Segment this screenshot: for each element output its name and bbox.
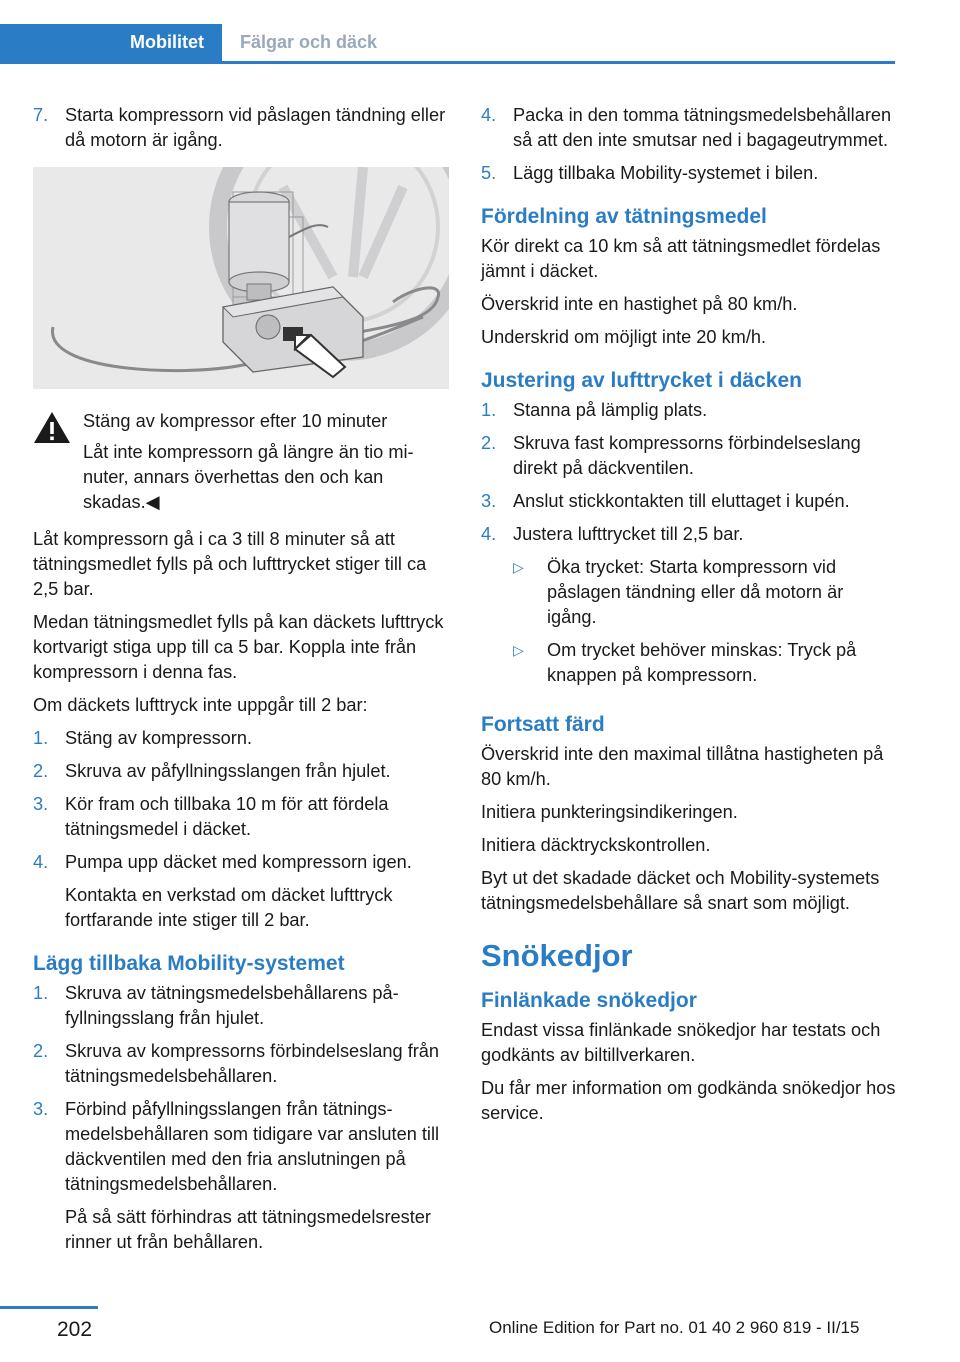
list-text: Pumpa upp däcket med kompressorn igen. — [65, 852, 412, 872]
list-text: Lägg tillbaka Mobility-systemet i bilen. — [513, 163, 819, 183]
paragraph: Låt kompressorn gå i ca 3 till 8 minuter så att tätningsmedlet fylls på och lufttrycket stiger till ca 2,5 bar. — [33, 529, 427, 599]
list-text: Starta kompressorn vid påslagen tändning eller då motorn är igång. — [65, 105, 446, 150]
section-heading: Lägg tillbaka Mobility-systemet — [33, 952, 345, 975]
page-number: 202 — [57, 1318, 93, 1341]
list-number: 5. — [481, 163, 497, 183]
paragraph: Du får mer information om godkända snökedjor hos service. — [481, 1078, 896, 1123]
list-text: Skruva av tätningsmedelsbehållarens påfyllningsslang från hjulet. — [65, 983, 399, 1028]
paragraph: Om däckets lufttryck inte uppgår till 2 bar: — [33, 695, 368, 715]
tab-mobilitet[interactable]: Mobilitet — [0, 24, 222, 61]
list-continuation: På så sätt förhindras att tätningsmedelsrester rinner ut från behållaren. — [65, 1207, 431, 1252]
list-item — [481, 103, 897, 153]
list-item — [481, 489, 897, 514]
chapter-heading: Snökedjor — [481, 938, 633, 973]
paragraph: Överskrid inte en hastighet på 80 km/h. — [481, 294, 798, 314]
warning-box — [33, 409, 451, 515]
list-item — [33, 1039, 451, 1089]
warning-body — [33, 440, 451, 515]
list-number: 7. — [33, 105, 49, 125]
edition-text: Online Edition for Part no. 01 40 2 960 819 - II/15 — [489, 1318, 860, 1337]
list-item — [33, 103, 451, 153]
list-number: 1. — [33, 728, 49, 748]
list-item — [481, 398, 897, 423]
footer-rule — [0, 1306, 98, 1309]
left-column — [33, 103, 451, 1263]
list-number: 1. — [481, 400, 497, 420]
list-number: 3. — [33, 794, 49, 814]
header-tabs — [0, 24, 895, 64]
list-number: 3. — [33, 1099, 49, 1119]
section-heading: Finlänkade snökedjor — [481, 989, 697, 1012]
list-number: 2. — [481, 433, 497, 453]
paragraph: Initiera punkteringsindikeringen. — [481, 802, 738, 822]
list-number: 4. — [481, 105, 497, 125]
list-number: 2. — [33, 761, 49, 781]
list-item — [481, 431, 897, 481]
list-number: 2. — [33, 1041, 49, 1061]
compressor-drawing — [33, 167, 449, 389]
list-number: 4. — [33, 852, 49, 872]
paragraph: Kör direkt ca 10 km så att tätningsmedlet fördelas jämnt i däcket. — [481, 236, 881, 281]
list-text: Stäng av kompressorn. — [65, 728, 253, 748]
section-heading: Fördelning av tätningsmedel — [481, 205, 767, 228]
list-item — [481, 522, 897, 547]
right-column — [481, 103, 897, 1134]
section-heading: Fortsatt färd — [481, 713, 605, 736]
list-number: 4. — [481, 524, 497, 544]
list-item — [33, 981, 451, 1031]
list-text: Skruva av påfyllningsslangen från hjulet. — [65, 761, 391, 781]
paragraph: Underskrid om möjligt inte 20 km/h. — [481, 327, 767, 347]
paragraph: Medan tätningsmedlet fylls på kan däckets lufttryck kortvarigt stiga upp till ca 5 bar. Koppla inte från kompressorn i denna fas. — [33, 612, 444, 682]
paragraph: Byt ut det skadade däcket och Mobility-systemets tätningsmedelsbehållare så snart som möjligt. — [481, 868, 880, 913]
list-text: Skruva fast kompressorns förbindelseslang direkt på däckventilen. — [513, 433, 861, 478]
triangle-bullet-icon: ▷ — [513, 642, 524, 658]
sub-list-item — [513, 638, 897, 688]
list-text: Om trycket behöver minskas: Tryck på knappen på kompressorn. — [547, 640, 857, 685]
list-text: Packa in den tomma tätningsmedelsbehållaren så att den inte smutsar ned i bagageutrymmet. — [513, 105, 892, 150]
warning-text: Låt inte kompressorn gå längre än tio minuter, annars överhettas den och kan skadas.◀ — [83, 442, 414, 512]
list-item — [33, 759, 451, 784]
list-item — [33, 1097, 451, 1197]
list-text: Kör fram och tillbaka 10 m för att fördela tätningsmedel i däcket. — [65, 794, 389, 839]
warning-title: Stäng av kompressor efter 10 minuter — [83, 411, 388, 431]
list-item — [481, 161, 897, 186]
section-heading: Justering av lufttrycket i däcken — [481, 369, 802, 392]
list-number: 3. — [481, 491, 497, 511]
list-text: Förbind påfyllningsslangen från tätningsmedelsbehållaren som tidigare var ansluten till däckventilen med den fria anslutningen på tätningsmedelsbehållaren. — [65, 1099, 440, 1194]
list-item — [33, 792, 451, 842]
list-number: 1. — [33, 983, 49, 1003]
warning-icon — [33, 411, 71, 444]
paragraph: Överskrid inte den maximal tillåtna hastigheten på 80 km/h. — [481, 744, 884, 789]
list-text: Öka trycket: Starta kompressorn vid påslagen tändning eller då motorn är igång. — [547, 557, 844, 627]
paragraph: Endast vissa finlänkade snökedjor har testats och godkänts av biltillverkaren. — [481, 1020, 881, 1065]
compressor-illustration — [33, 167, 449, 389]
sub-list-item — [513, 555, 897, 630]
list-text: Anslut stickkontakten till eluttaget i kupén. — [513, 491, 850, 511]
list-continuation: Kontakta en verkstad om däcket lufttryck fortfarande inte stiger till 2 bar. — [65, 885, 393, 930]
triangle-bullet-icon: ▷ — [513, 559, 524, 575]
tab-falgar-och-dack[interactable]: Fälgar och däck — [240, 32, 378, 52]
list-item — [33, 726, 451, 751]
list-text: Skruva av kompressorns förbindelseslang från tätningsmedelsbehållaren. — [65, 1041, 440, 1086]
paragraph: Initiera däcktryckskontrollen. — [481, 835, 711, 855]
list-text: Stanna på lämplig plats. — [513, 400, 708, 420]
list-text: Justera lufttrycket till 2,5 bar. — [513, 524, 744, 544]
list-item — [33, 850, 451, 875]
